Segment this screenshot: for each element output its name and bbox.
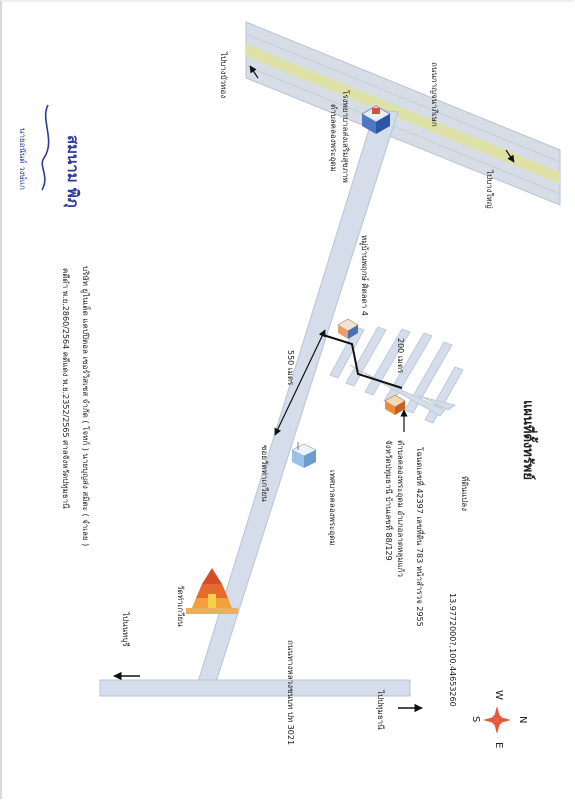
rural-road [100,680,410,696]
compass-s: S [470,716,481,723]
signature-scribble [42,105,49,190]
municipal-office-icon [292,442,316,468]
compass-n: N [517,716,528,724]
plot-deed-line: โฉนดเลขที่ 42397 เลขที่ดิน 783 หน้าสำรวจ 2955 [415,447,424,627]
highway [246,22,560,205]
footer-company-line: บริษัท ยูไนเต็ด แคปปิตอล เซอร์วิสเซส จำกัด ( โจทก์ ) นายบุญส่ง สมิตะ ( จำเลย ) [81,266,90,547]
to-bangyai-label: ไปบางใหญ่ [485,170,494,209]
signature-position: นายอนันต์ วงษ์แก [18,128,27,190]
hospital-sub-label: ตำบลคลองพระอุดม [329,104,338,172]
municipal-office-label: เทศบาลคลองพระอุดม [328,470,337,546]
soi-road [232,325,340,530]
hospital-label: โรงพยาบาลส่งเสริมสุขภาพ [341,90,350,183]
village-label: หมู่บ้านพฤกษ์ ศิตลดา 4 [360,235,369,316]
compass-rose [483,706,511,734]
soi-entrance-label: ซอยวัดท่าเกวียน [260,445,269,502]
temple-label: วัดท่าเกวียน [176,585,185,627]
compass-e: E [493,742,504,749]
plot-coords: 13.9772000?,100.44653260 [448,593,457,707]
footer-case-line: คดีดำ พ.ย.2860/2564 คดีแดง พ.ย.2352/2565 ศาลจังหวัดปทุมธานี [61,268,70,509]
distance-550-label: 550 เมตร [286,350,295,386]
plot-province-line: จังหวัดปทุมธานี บ้านเลขที่ 88/129 [384,440,393,561]
signature-name: สมนาม พิภุ [64,135,82,208]
highway-label: ถนนกาญจนาภิเษก [430,62,439,127]
plot-title-line: ที่ดินแปลง [460,476,469,511]
to-nonthaburi-label: ไปนนทบุรี [121,612,130,647]
map-title: แผนที่ตั้งทรัพย์ [520,400,535,480]
rural-road-label: ถนนทางหลวงชนบท ปท 3021 [286,640,295,746]
compass-w: W [493,690,504,700]
plot-location-line: ตำบลคลองพระอุดม อำเภอลาดหลุมแก้ว [396,440,405,577]
to-bangbuathong-label: ไปบางบัวทอง [219,52,228,99]
distance-200-label: 200 เมตร [396,338,405,374]
to-pathumthani-label: ไปปทุมธานี [376,690,385,730]
